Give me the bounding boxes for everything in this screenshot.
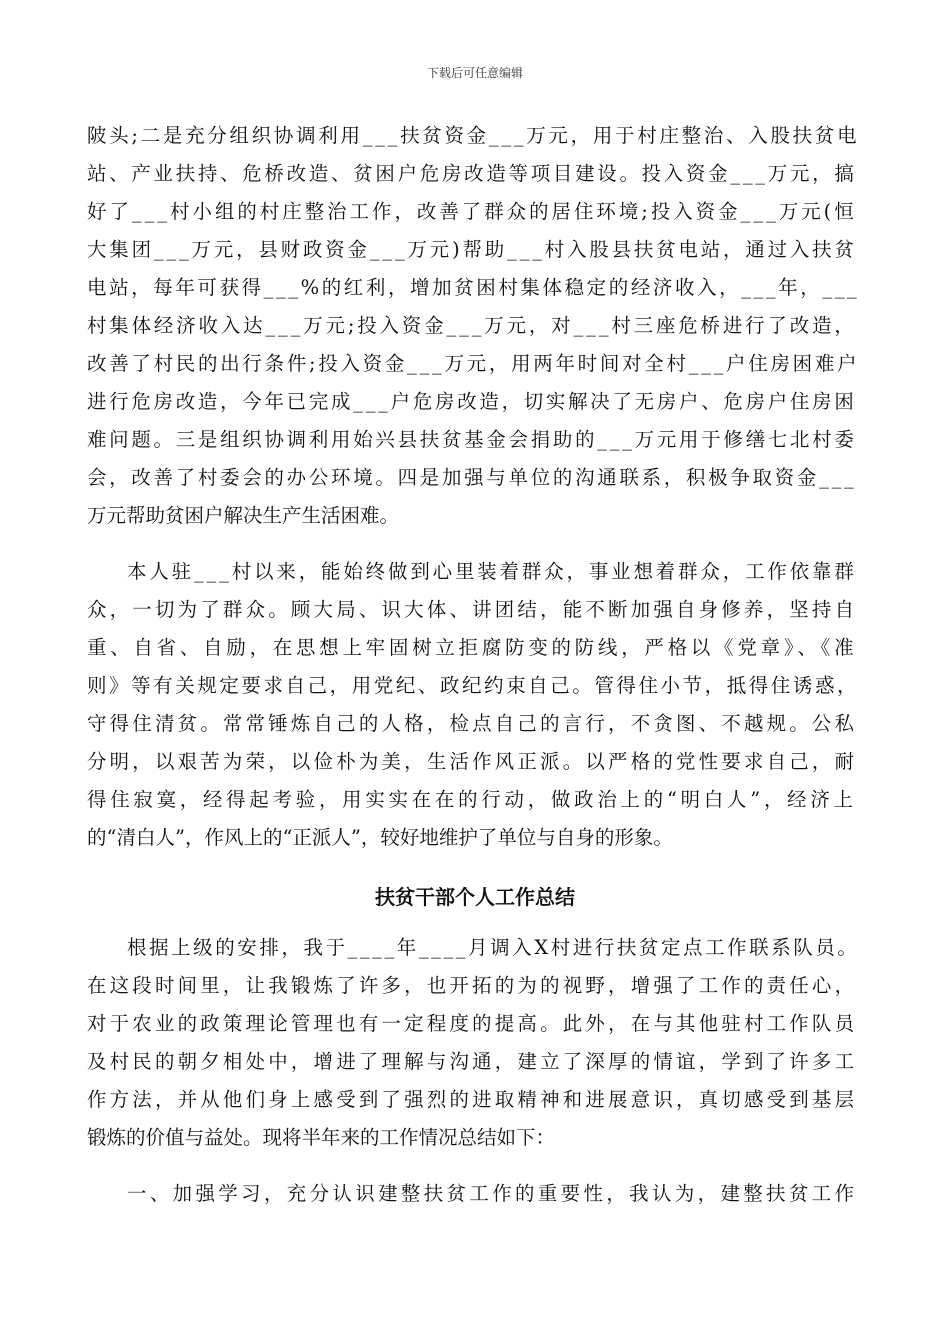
- text-line: 得住寂寞，经得起考验，用实实在在的行动，做政治上的“明白人”，经济上: [87, 788, 857, 811]
- text-line: 对于农业的政策理论管理也有一定程度的提高。此外，在与其他驻村工作队员: [87, 1012, 858, 1035]
- text-line: 会，改善了村委会的办公环境。四是加强与单位的沟通联系，积极争取资金___: [87, 466, 857, 489]
- text-line: 在这段时间里，让我锻炼了许多，也开拓的为的视野，增强了工作的责任心，: [87, 974, 858, 997]
- text-line: 万元帮助贫困户解决生产生活困难。: [87, 504, 400, 527]
- text-line: 作方法，并从他们身上感受到了强烈的进取精神和进展意识，真切感受到基层: [87, 1088, 858, 1111]
- text-line: 重、自省、自励，在思想上牢固树立拒腐防变的防线，严格以《党章》、《准: [87, 636, 858, 659]
- text-line: 大集团___万元，县财政资金___万元)帮助___村入股县扶贫电站，通过入扶贫: [87, 238, 857, 261]
- text-line: 好了___村小组的村庄整治工作，改善了群众的居住环境;投入资金___万元(恒: [87, 200, 857, 223]
- section-title: 扶贫干部个人工作总结: [375, 885, 575, 909]
- text-line: 根据上级的安排，我于____年____月调入X村进行扶贫定点工作联系队员。: [127, 936, 860, 959]
- text-line: 本人驻___村以来，能始终做到心里装着群众，事业想着群众，工作依靠群: [127, 560, 857, 583]
- text-line: 众，一切为了群众。顾大局、识大体、讲团结，能不断加强自身修养，坚持自: [87, 598, 858, 621]
- text-line: 陂头;二是充分组织协调利用___扶贫资金___万元，用于村庄整治、入股扶贫电: [87, 124, 860, 147]
- text-line: 村集体经济收入达___万元;投入资金___万元，对___村三座危桥进行了改造，: [87, 314, 857, 337]
- text-line: 难问题。三是组织协调利用始兴县扶贫基金会捐助的___万元用于修缮七北村委: [87, 428, 857, 451]
- text-line: 则》等有关规定要求自己，用党纪、政纪约束自己。管得住小节，抵得住诱惑，: [87, 674, 860, 697]
- text-line: 守得住清贫。常常锤炼自己的人格，检点自己的言行，不贪图、不越规。公私: [87, 712, 858, 735]
- text-line: 进行危房改造，今年已完成___户危房改造，切实解决了无房户、危房户住房困: [87, 390, 857, 413]
- text-line: 分明，以艰苦为荣，以俭朴为美，生活作风正派。以严格的党性要求自己，耐: [87, 750, 858, 773]
- text-line: 站、产业扶持、危桥改造、贫困户危房改造等项目建设。投入资金___万元，搞: [87, 162, 857, 185]
- text-line: 的“清白人”，作风上的“正派人”，较好地维护了单位与自身的形象。: [87, 826, 673, 849]
- text-line: 锻炼的价值与益处。现将半年来的工作情况总结如下：: [87, 1126, 556, 1149]
- text-line: 改善了村民的出行条件;投入资金___万元，用两年时间对全村___户住房困难户: [87, 352, 860, 375]
- text-line: 及村民的朝夕相处中，增进了理解与沟通，建立了深厚的情谊，学到了许多工: [87, 1050, 858, 1073]
- text-line: 电站，每年可获得___%的红利，增加贫困村集体稳定的经济收入，___年，___: [87, 276, 860, 299]
- page-header: 下载后可任意编辑: [426, 66, 523, 80]
- text-line: 一、加强学习，充分认识建整扶贫工作的重要性，我认为，建整扶贫工作: [127, 1182, 858, 1205]
